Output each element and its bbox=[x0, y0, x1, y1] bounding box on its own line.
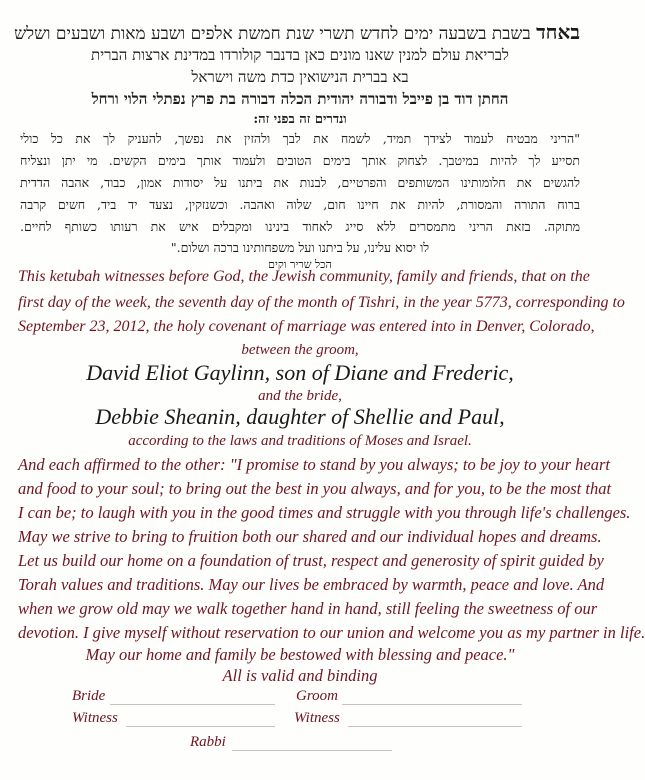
hebrew-date-text: בשבת בשבעה ימים לחדש תשרי שנת חמשת אלפים ושבע מאות ושבעים ושלש bbox=[14, 24, 531, 44]
witness-2-signature-line[interactable] bbox=[348, 726, 522, 727]
hebrew-blessing: לו יסוא עלינו, על ביתנו ועל משפחותינו ברכה ושלום." bbox=[170, 240, 430, 255]
hebrew-line-2: לבריאת עולם למנין שאנו מונים כאן בדנבר קולורדו במדינת ארצות הברית bbox=[91, 46, 509, 64]
hebrew-vow-line: "הריני מבטיח לעמוד לצידך תמיד, לשמח את לבך ולהזין את נפשך, להעניק לך את כל כולי bbox=[20, 131, 580, 146]
english-binding: All is valid and binding bbox=[222, 666, 378, 685]
bride-signature-label: Bride bbox=[72, 688, 106, 704]
groom-signature-line[interactable] bbox=[342, 704, 522, 705]
groom-signature-label: Groom bbox=[296, 688, 338, 704]
hebrew-opening-word: באחד bbox=[536, 20, 580, 44]
hebrew-binding: הכל שריר וקים bbox=[268, 258, 332, 271]
english-intro-line: This ketubah witnesses before God, the Jewish community, family and friends, that on the bbox=[18, 268, 590, 285]
english-blessing: May our home and family be bestowed with blessing and peace." bbox=[85, 645, 515, 664]
rabbi-signature-label: Rabbi bbox=[190, 734, 226, 750]
witness-1-signature-label: Witness bbox=[72, 710, 118, 726]
hebrew-vow-line: תסייע לך להיות במיטבך. לצחוק אותך בימים הטובים ולעמוד אותך בימים הקשים. מי יתן ונצליח bbox=[20, 153, 580, 168]
hebrew-vow-line: מתוקה. בזאת הריני מתמסרים ללא סייג לאחוד בינינו ומקבלים איש את רעותו כשותף לחיים. bbox=[20, 219, 580, 234]
rabbi-signature-line[interactable] bbox=[232, 750, 392, 751]
english-vow-line: when we grow old may we walk together hand in hand, still feeling the sweetness of our bbox=[18, 599, 598, 618]
english-vow-line: and food to your soul; to bring out the best in you always, and for you, to be the most that bbox=[18, 479, 612, 498]
hebrew-vow-line: ברוח התורה והמסורת, להיות את חיינו חום, שלוה ואהבה. וכשנזקין, נצעד יד ביד, חשים קרבה bbox=[20, 197, 580, 212]
hebrew-line-1 bbox=[14, 20, 580, 45]
witness-2-signature-label: Witness bbox=[294, 710, 340, 726]
english-vow-line: Let us build our home on a foundation of trust, respect and generosity of spirit guided by bbox=[18, 551, 604, 570]
bride-signature-line[interactable] bbox=[110, 704, 275, 705]
english-intro-line: September 23, 2012, the holy covenant of marriage was entered into in Denver, Colorado, bbox=[18, 318, 595, 335]
hebrew-vow-line: להגשים את חלומותינו המשותפים והפרטיים, לבנות את ביתנו על יסודות אמון, כבוד, אהבה הדדית bbox=[20, 175, 580, 190]
english-vow-line: Torah values and traditions. May our lives be embraced by warmth, peace and love. And bbox=[18, 575, 605, 594]
english-vow-line: devotion. I give myself without reservation to our union and welcome you as my partner in life. bbox=[18, 623, 645, 642]
english-vow-line: And each affirmed to the other: "I promise to stand by you always; to be joy to your heart bbox=[18, 455, 610, 474]
groom-name: David Eliot Gaylinn, son of Diane and Frederic, bbox=[86, 360, 514, 385]
hebrew-line-5: ונדרים זה בפני זה: bbox=[253, 112, 347, 127]
bride-name: Debbie Sheanin, daughter of Shellie and Paul, bbox=[95, 404, 505, 429]
between-groom: between the groom, bbox=[241, 342, 359, 358]
english-vow-line: May we strive to bring to fruition both our shared and our individual hopes and dreams. bbox=[18, 527, 602, 546]
hebrew-couple-names: החתן דוד בן פייבל ודבורה יהודית הכלה דבורה בת פרץ נפתלי הלוי ורחל bbox=[91, 90, 509, 108]
and-bride: and the bride, bbox=[258, 388, 342, 404]
english-intro-line: first day of the week, the seventh day of the month of Tishri, in the year 5773, corresponding to bbox=[18, 294, 625, 311]
witness-1-signature-line[interactable] bbox=[126, 726, 275, 727]
according-line: according to the laws and traditions of Moses and Israel. bbox=[128, 433, 472, 449]
hebrew-line-3: בא בברית הנישואין כדת משה וישראל bbox=[191, 68, 409, 86]
english-vow-line: I can be; to laugh with you in the good times and struggle with you through life's challenges. bbox=[18, 503, 631, 522]
